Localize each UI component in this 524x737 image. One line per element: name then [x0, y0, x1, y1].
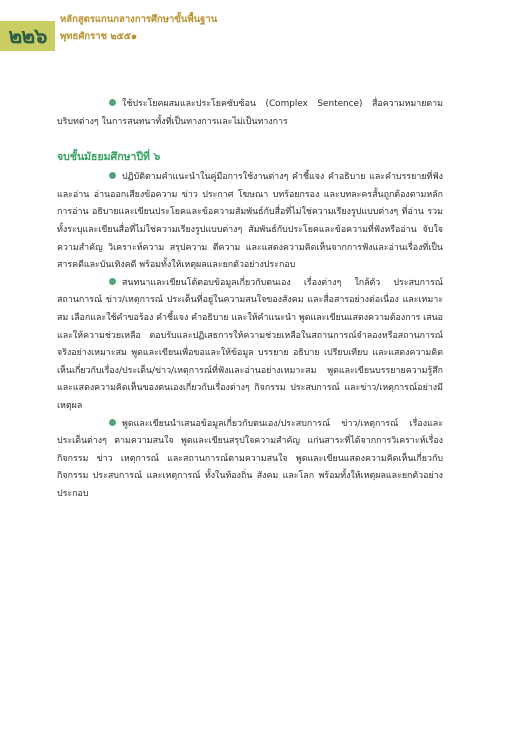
header-subtitle: พุทธศักราช ๒๕๕๑ — [60, 31, 137, 42]
running-header — [60, 13, 217, 44]
bullet-icon — [109, 419, 116, 426]
bullet-text-3: พูดและเขียนนำเสนอข้อมูลเกี่ยวกับตนเอง/ประสบการณ์ ข่าว/เหตุการณ์ เรื่องและประเด็นต่างๆ ตามความสนใจ พูดและเขียนสรุปใจความสำคัญ แก่นสาระที่ได้จากการวิเคราะห์เรื่อง กิจกรรม ข่าว เหตุการณ์ และสถานการณ์ตามความสนใจ พูดและเขียนแสดงความคิดเห็นเกี่ยวกับกิจกรรม ประสบการณ์ และเหตุการณ์ ทั้งในท้องถิ่น สังคม และโลก พร้อมทั้งให้เหตุผลและยกตัวอย่างประกอบ — [57, 418, 443, 499]
page-content — [57, 96, 443, 503]
bullet-text-2: สนทนาและเขียนโต้ตอบข้อมูลเกี่ยวกับตนเอง เรื่องต่างๆ ใกล้ตัว ประสบการณ์ สถานการณ์ ข่าว/เหตุการณ์ ประเด็นที่อยู่ในความสนใจของสังคม และสื่อสารอย่างต่อเนื่อง และเหมาะสม เลือกและใช้คำขอร้อง คำชี้แจง คำอธิบาย และให้คำแนะนำ พูดและเขียนแสดงความต้องการ เสนอและให้ความช่วยเหลือ ตอบรับและปฏิเสธการให้ความช่วยเหลือในสถานการณ์จำลองหรือสถานการณ์จริงอย่างเหมาะสม พูดและเขียนเพื่อขอและให้ข้อมูล บรรยาย อธิบาย เปรียบเทียบ และแสดงความคิดเห็นเกี่ยวกับเรื่อง/ประเด็น/ข่าว/เหตุการณ์ที่ฟังและอ่านอย่างเหมาะสม พูดและเขียนบรรยายความรู้สึกและแสดงความคิดเห็นของตนเองเกี่ยวกับเรื่องต่างๆ กิจกรรม ประสบการณ์ และข่าว/เหตุการณ์อย่างมีเหตุผล — [57, 277, 444, 411]
bullet-icon — [109, 99, 116, 106]
intro-paragraph — [57, 96, 443, 131]
bullet-icon — [109, 172, 116, 179]
intro-text: ใช้ประโยคผสมและประโยคซับซ้อน (Complex Sentence) สื่อความหมายตามบริบทต่างๆ ในการสนทนาทั้งที่เป็นทางการและไม่เป็นทางการ — [57, 99, 443, 127]
header-title: หลักสูตรแกนกลางการศึกษาขั้นพื้นฐาน — [60, 14, 218, 25]
bullet-paragraph-1 — [57, 169, 443, 275]
page-number: ๒๒๖ — [0, 21, 55, 51]
bullet-icon — [109, 278, 116, 285]
bullet-paragraph-3 — [57, 416, 443, 504]
bullet-paragraph-2 — [57, 275, 443, 416]
section-heading: จบชั้นมัธยมศึกษาปีที่ ๖ — [57, 151, 161, 164]
bullet-text-1: ปฏิบัติตามคำแนะนำในคู่มือการใช้งานต่างๆ คำชี้แจง คำอธิบาย และคำบรรยายที่ฟังและอ่าน อ่านออกเสียงข้อความ ข่าว ประกาศ โฆษณา บทร้อยกรอง และบทละครสั้นถูกต้องตามหลักการอ่าน อธิบายและเขียนประโยคและข้อความสัมพันธ์กับสื่อที่ไม่ใช่ความเรียงรูปแบบต่างๆ ที่อ่าน รวมทั้งระบุและเขียนสื่อที่ไม่ใช่ความเรียงรูปแบบต่างๆ สัมพันธ์กับประโยคและข้อความที่ฟังหรืออ่าน จับใจความสำคัญ วิเคราะห์ความ สรุปความ ตีความ และแสดงความคิดเห็นจากการฟังและอ่านเรื่องที่เป็นสารคดีและบันเทิงคดี พร้อมทั้งให้เหตุผลและยกตัวอย่างประกอบ — [57, 172, 443, 271]
